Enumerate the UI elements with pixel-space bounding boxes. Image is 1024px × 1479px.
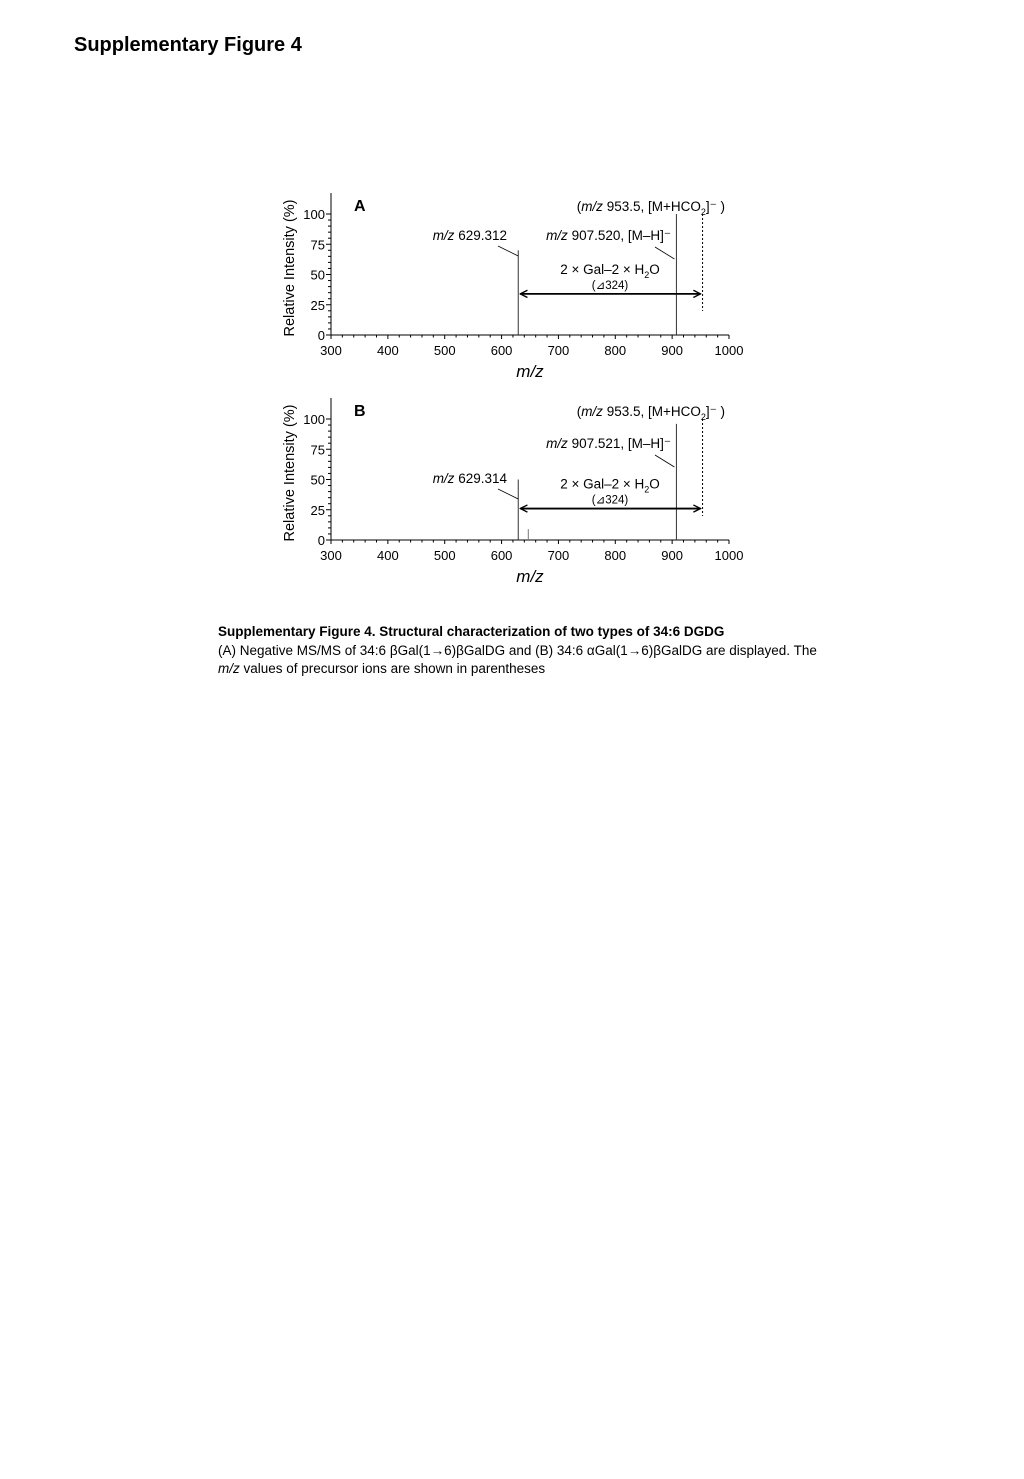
precursor-subscript: 2 bbox=[700, 207, 706, 217]
figure-caption bbox=[218, 623, 818, 679]
peak-annotation-text: 629.312 bbox=[454, 228, 507, 243]
neutral-loss-text: 2 × Gal–2 × H bbox=[560, 261, 645, 277]
neutral-loss-mass: (⊿324) bbox=[591, 279, 629, 292]
x-tick-label: 400 bbox=[377, 343, 399, 358]
neutral-loss-text: 2 × Gal–2 × H bbox=[560, 476, 645, 492]
y-tick-label: 25 bbox=[310, 297, 325, 313]
x-tick-label: 500 bbox=[433, 548, 456, 563]
neutral-loss-text-end: O bbox=[649, 261, 660, 277]
x-tick-label: 800 bbox=[604, 343, 627, 358]
caption-body-italic: m/z bbox=[218, 661, 240, 676]
y-tick-label: 25 bbox=[310, 502, 325, 518]
annotation-leader bbox=[498, 246, 518, 256]
x-tick-label: 900 bbox=[661, 343, 683, 358]
y-tick-label: 50 bbox=[310, 472, 325, 488]
caption-body bbox=[218, 642, 818, 679]
y-axis-label: Relative Intensity (%) bbox=[282, 199, 298, 337]
annotation-leader bbox=[655, 247, 674, 259]
neutral-loss-subscript: 2 bbox=[644, 269, 650, 280]
x-tick-label: 1000 bbox=[714, 343, 744, 358]
precursor-end: ]⁻ ) bbox=[705, 199, 725, 214]
x-tick-label: 600 bbox=[490, 343, 513, 358]
ms-spectra-figure bbox=[0, 0, 1024, 600]
neutral-loss-subscript: 2 bbox=[644, 484, 650, 495]
y-tick-label: 75 bbox=[310, 442, 325, 458]
x-tick-label: 400 bbox=[377, 548, 399, 563]
x-tick-label: 700 bbox=[547, 548, 570, 563]
panel-label: B bbox=[354, 403, 366, 420]
neutral-loss-text-end: O bbox=[649, 476, 660, 492]
peak-annotation-text: 629.314 bbox=[454, 471, 507, 486]
precursor-label bbox=[577, 404, 725, 422]
precursor-subscript: 2 bbox=[700, 412, 706, 422]
x-tick-label: 500 bbox=[433, 343, 456, 358]
x-axis-label: m/z bbox=[516, 362, 544, 381]
precursor-mz-italic: m/z bbox=[581, 404, 603, 419]
y-tick-label: 100 bbox=[303, 207, 325, 222]
peak-annotation bbox=[546, 228, 671, 243]
y-tick-label: 0 bbox=[317, 533, 325, 548]
x-tick-label: 300 bbox=[320, 548, 342, 563]
y-axis-label: Relative Intensity (%) bbox=[282, 404, 298, 542]
y-tick-label: 0 bbox=[317, 328, 325, 343]
neutral-loss-label bbox=[560, 477, 660, 495]
precursor-mz-italic: m/z bbox=[581, 199, 603, 214]
x-tick-label: 300 bbox=[320, 343, 342, 358]
peak-annotation-italic: m/z bbox=[432, 228, 455, 243]
x-tick-label: 900 bbox=[661, 548, 683, 563]
x-tick-label: 700 bbox=[547, 343, 570, 358]
precursor-label bbox=[577, 199, 725, 217]
peak-annotation-italic: m/z bbox=[546, 228, 568, 243]
x-tick-label: 800 bbox=[604, 548, 627, 563]
peak-annotation-text: 907.521, [M–H]⁻ bbox=[567, 436, 671, 451]
spectrum-panel-b bbox=[282, 398, 743, 586]
peak-annotation-italic: m/z bbox=[432, 471, 455, 486]
x-tick-label: 600 bbox=[490, 548, 513, 563]
annotation-leader bbox=[498, 489, 518, 499]
peak-annotation bbox=[433, 471, 508, 486]
spectrum-panel-a bbox=[282, 193, 743, 381]
neutral-loss-label bbox=[560, 262, 660, 280]
peak-annotation-italic: m/z bbox=[546, 436, 568, 451]
precursor-text: 953.5, [M+HCO bbox=[602, 199, 701, 214]
peak-annotation bbox=[546, 436, 671, 451]
peak-annotation bbox=[433, 228, 507, 243]
y-tick-label: 75 bbox=[310, 237, 325, 253]
y-tick-label: 50 bbox=[310, 267, 325, 283]
precursor-open: ( bbox=[576, 404, 582, 419]
y-tick-label: 100 bbox=[303, 412, 325, 427]
caption-title: Supplementary Figure 4. Structural characterization of two types of 34:6 DGDG bbox=[218, 624, 725, 639]
peak-annotation-text: 907.520, [M–H]⁻ bbox=[567, 228, 671, 243]
annotation-leader bbox=[655, 455, 674, 467]
caption-body-pre: (A) Negative MS/MS of 34:6 βGal(1→6)βGalDG and (B) 34:6 αGal(1→6)βGalDG are displayed. The bbox=[218, 642, 817, 658]
neutral-loss-mass: (⊿324) bbox=[591, 494, 629, 507]
panel-label: A bbox=[354, 198, 366, 215]
x-axis-label: m/z bbox=[516, 567, 544, 586]
precursor-open: ( bbox=[576, 199, 582, 214]
x-tick-label: 1000 bbox=[714, 548, 744, 563]
caption-body-post: values of precursor ions are shown in parentheses bbox=[239, 661, 546, 676]
precursor-end: ]⁻ ) bbox=[705, 404, 725, 419]
precursor-text: 953.5, [M+HCO bbox=[602, 404, 701, 419]
page-title: Supplementary Figure 4 bbox=[74, 34, 302, 56]
